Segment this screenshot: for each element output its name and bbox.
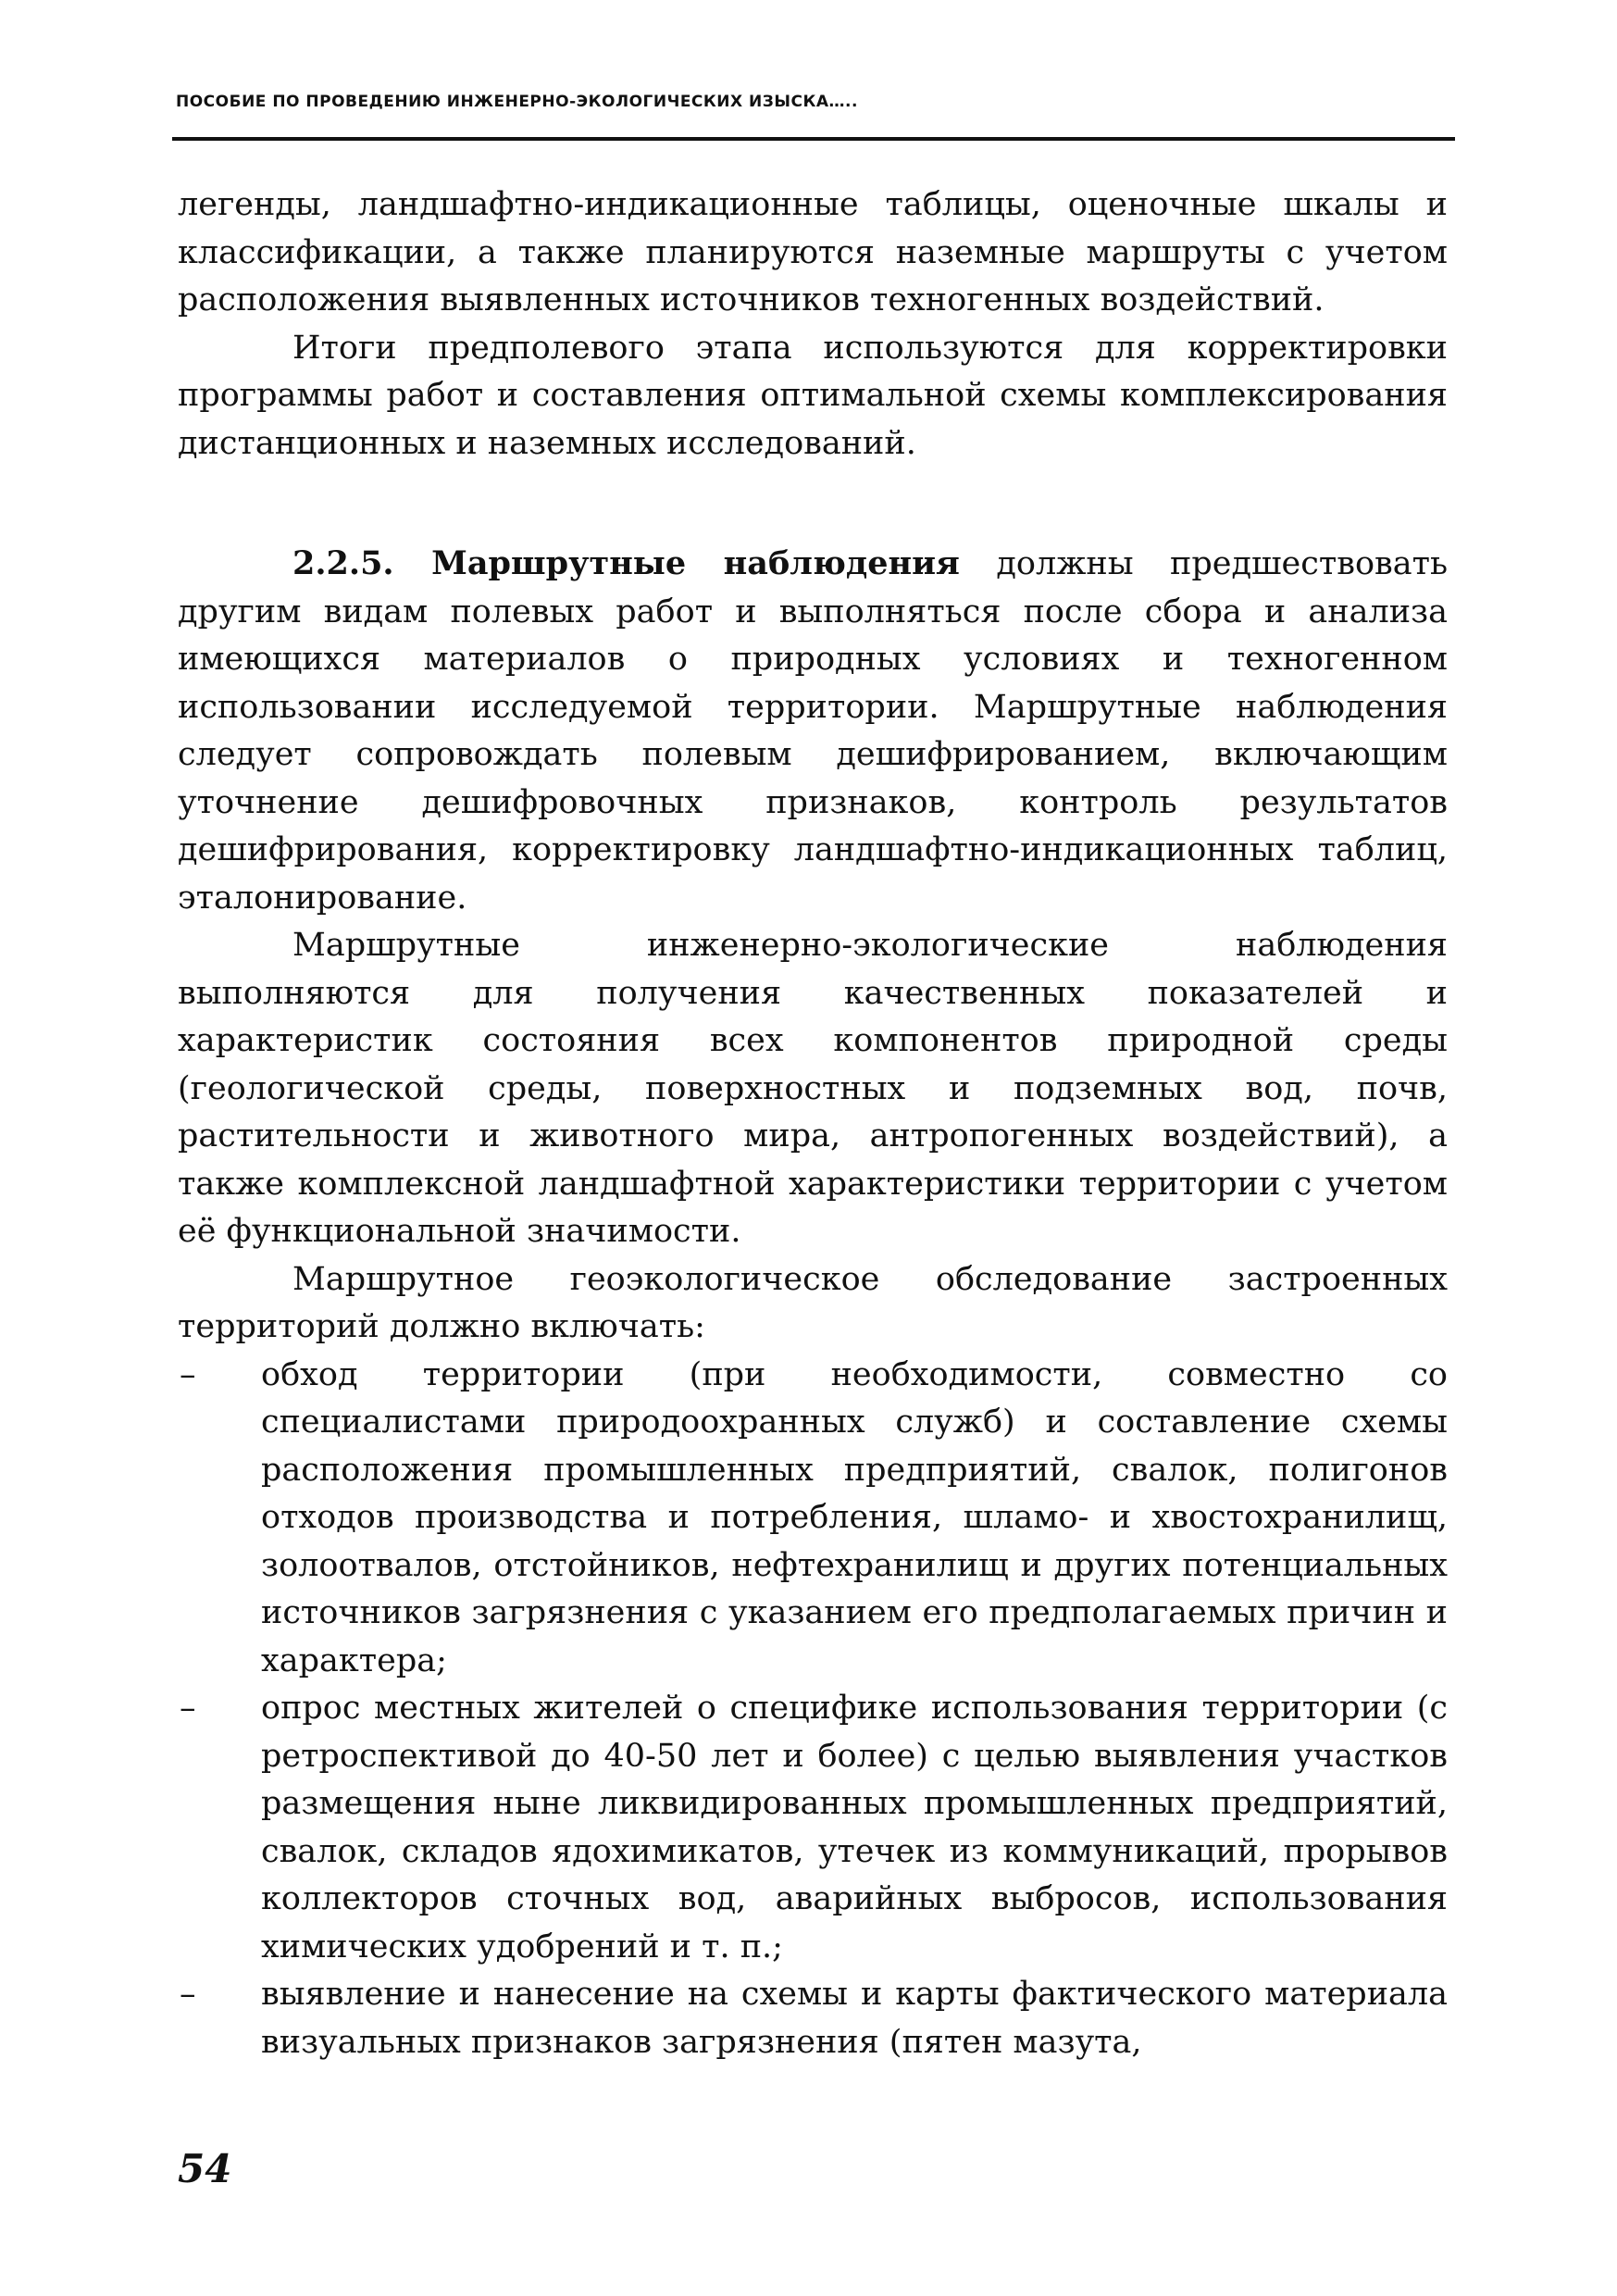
dash-marker: – bbox=[180, 1355, 196, 1393]
list-item-text: обход территории (при необходимости, совместно со специалистами природоохранных служб) и составление схемы расположения промышленных предприятий, свалок, полигонов отходов производства и потребления, шламо- и хвостохранилищ, золоотвалов, отстойников, нефтехранилищ и других потенциальных источников загрязнения с указанием его предполагаемых причин и характера; bbox=[261, 1355, 1448, 1679]
paragraph-results: Итоги предполевого этапа используются для корректировки программы работ и составления оптимальной схемы комплексирования дистанционных и наземных исследований. bbox=[178, 329, 1448, 462]
list-item-text: выявление и нанесение на схемы и карты фактического материала визуальных признаков загрязнения (пятен мазута, bbox=[261, 1976, 1448, 2061]
list-item bbox=[178, 1971, 1448, 2066]
dash-marker: – bbox=[180, 1690, 196, 1727]
paragraph-section-2-2-5 bbox=[178, 540, 1448, 922]
list-item bbox=[178, 1685, 1448, 1971]
list-item-text: опрос местных жителей о специфике использования территории (с ретроспективой до 40-50 лет и более) с целью выявления участков размещения ныне ликвидированных промышленных предприятий, свалок, складов ядохимикатов, утечек из коммуникаций, прорывов коллекторов сточных вод, аварийных выбросов, использования химических удобрений и т. п.; bbox=[261, 1690, 1448, 1965]
survey-list bbox=[178, 1352, 1448, 2067]
section-heading: 2.2.5. Маршрутные наблюдения bbox=[292, 544, 960, 582]
paragraph-survey-intro: Маршрутное геоэкологическое обследование застроенных территорий должно включать: bbox=[178, 1260, 1448, 1345]
section-gap bbox=[178, 468, 1448, 540]
section-text: должны предшествовать другим видам полевых работ и выполняться после сбора и анализа имеющихся материалов о природных условиях и техногенном использовании исследуемой территории. Маршрутные наблюдения следует сопровождать полевым дешифрированием, включающим уточнение дешифровочных признаков, контроль результатов дешифрирования, корректировку ландшафтно-индикационных таблиц, эталонирование. bbox=[178, 545, 1449, 917]
list-item bbox=[178, 1352, 1448, 1686]
body-text bbox=[178, 181, 1448, 2066]
paragraph-continuation: легенды, ландшафтно-индикационные таблицы, оценочные шкалы и классификации, а также планируются наземные маршруты с учетом расположения выявленных источников техногенных воздействий. bbox=[178, 186, 1448, 318]
page-number: 54 bbox=[178, 2146, 232, 2191]
dash-marker: – bbox=[180, 1976, 196, 2013]
header-rule bbox=[172, 137, 1455, 141]
running-header: ПОСОБИЕ ПО ПРОВЕДЕНИЮ ИНЖЕНЕРНО-ЭКОЛОГИЧЕСКИХ ИЗЫСКА….. bbox=[176, 93, 858, 111]
paragraph-route-observations: Маршрутные инженерно-экологические наблюдения выполняются для получения качественных показателей и характеристик состояния всех компонентов природной среды (геологической среды, поверхностных и подземных вод, почв, растительности и животного мира, антропогенных воздействий), а также комплексной ландшафтной характеристики территории с учетом её функциональной значимости. bbox=[178, 927, 1448, 1250]
